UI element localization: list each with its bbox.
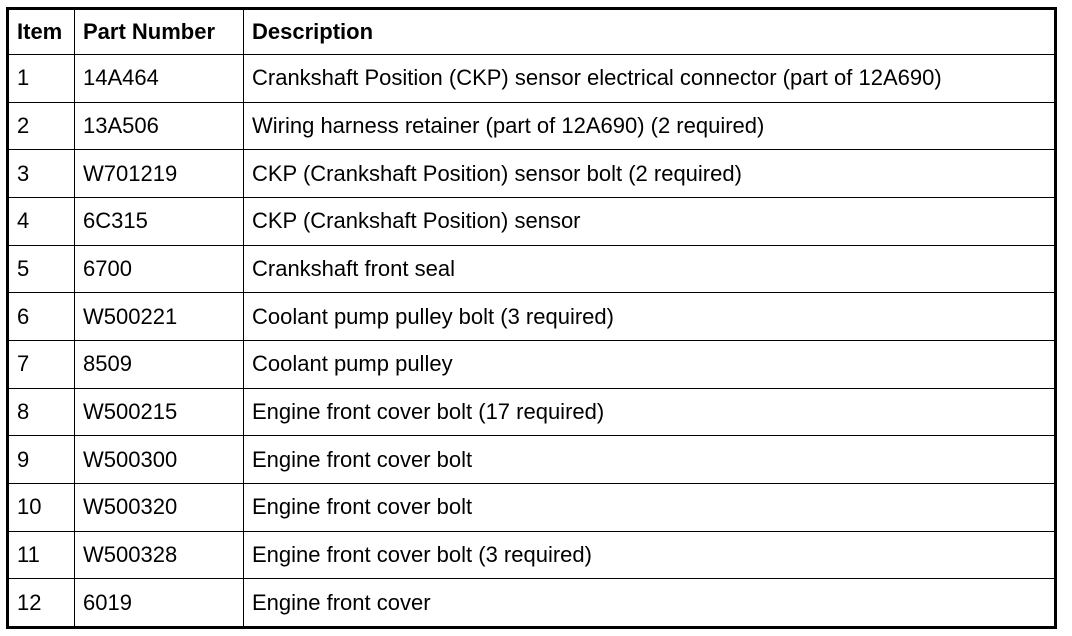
table-row bbox=[8, 531, 1056, 579]
part-number-cell: 6019 bbox=[75, 579, 244, 628]
item-cell: 8 bbox=[8, 388, 75, 436]
item-cell: 7 bbox=[8, 340, 75, 388]
description-cell: Coolant pump pulley bbox=[244, 340, 1056, 388]
parts-table bbox=[6, 7, 1057, 629]
item-cell: 6 bbox=[8, 293, 75, 341]
table-row bbox=[8, 388, 1056, 436]
description-cell: CKP (Crankshaft Position) sensor bolt (2 required) bbox=[244, 150, 1056, 198]
item-cell: 10 bbox=[8, 483, 75, 531]
part-number-cell: W500320 bbox=[75, 483, 244, 531]
part-number-cell: W500215 bbox=[75, 388, 244, 436]
item-cell: 5 bbox=[8, 245, 75, 293]
header-description: Description bbox=[244, 9, 1056, 55]
table-row bbox=[8, 579, 1056, 628]
description-cell: Crankshaft Position (CKP) sensor electrical connector (part of 12A690) bbox=[244, 55, 1056, 103]
item-cell: 2 bbox=[8, 102, 75, 150]
header-item: Item bbox=[8, 9, 75, 55]
part-number-cell: W500221 bbox=[75, 293, 244, 341]
item-cell: 11 bbox=[8, 531, 75, 579]
part-number-cell: 6700 bbox=[75, 245, 244, 293]
description-cell: Coolant pump pulley bolt (3 required) bbox=[244, 293, 1056, 341]
part-number-cell: W701219 bbox=[75, 150, 244, 198]
description-cell: Wiring harness retainer (part of 12A690) (2 required) bbox=[244, 102, 1056, 150]
part-number-cell: 8509 bbox=[75, 340, 244, 388]
table-header bbox=[8, 9, 1056, 55]
item-cell: 1 bbox=[8, 55, 75, 103]
item-cell: 3 bbox=[8, 150, 75, 198]
table-row bbox=[8, 245, 1056, 293]
description-cell: Engine front cover bolt (17 required) bbox=[244, 388, 1056, 436]
item-cell: 4 bbox=[8, 197, 75, 245]
part-number-cell: 14A464 bbox=[75, 55, 244, 103]
table-row bbox=[8, 436, 1056, 484]
part-number-cell: W500300 bbox=[75, 436, 244, 484]
table-row bbox=[8, 102, 1056, 150]
header-part-number: Part Number bbox=[75, 9, 244, 55]
table-row bbox=[8, 483, 1056, 531]
description-cell: Engine front cover bolt bbox=[244, 436, 1056, 484]
table-row bbox=[8, 150, 1056, 198]
table-row bbox=[8, 197, 1056, 245]
description-cell: Engine front cover bolt (3 required) bbox=[244, 531, 1056, 579]
table-body bbox=[8, 55, 1056, 628]
description-cell: CKP (Crankshaft Position) sensor bbox=[244, 197, 1056, 245]
part-number-cell: W500328 bbox=[75, 531, 244, 579]
table-row bbox=[8, 340, 1056, 388]
part-number-cell: 13A506 bbox=[75, 102, 244, 150]
item-cell: 12 bbox=[8, 579, 75, 628]
description-cell: Crankshaft front seal bbox=[244, 245, 1056, 293]
table-row bbox=[8, 55, 1056, 103]
item-cell: 9 bbox=[8, 436, 75, 484]
description-cell: Engine front cover bbox=[244, 579, 1056, 628]
description-cell: Engine front cover bolt bbox=[244, 483, 1056, 531]
header-row bbox=[8, 9, 1056, 55]
table-row bbox=[8, 293, 1056, 341]
part-number-cell: 6C315 bbox=[75, 197, 244, 245]
